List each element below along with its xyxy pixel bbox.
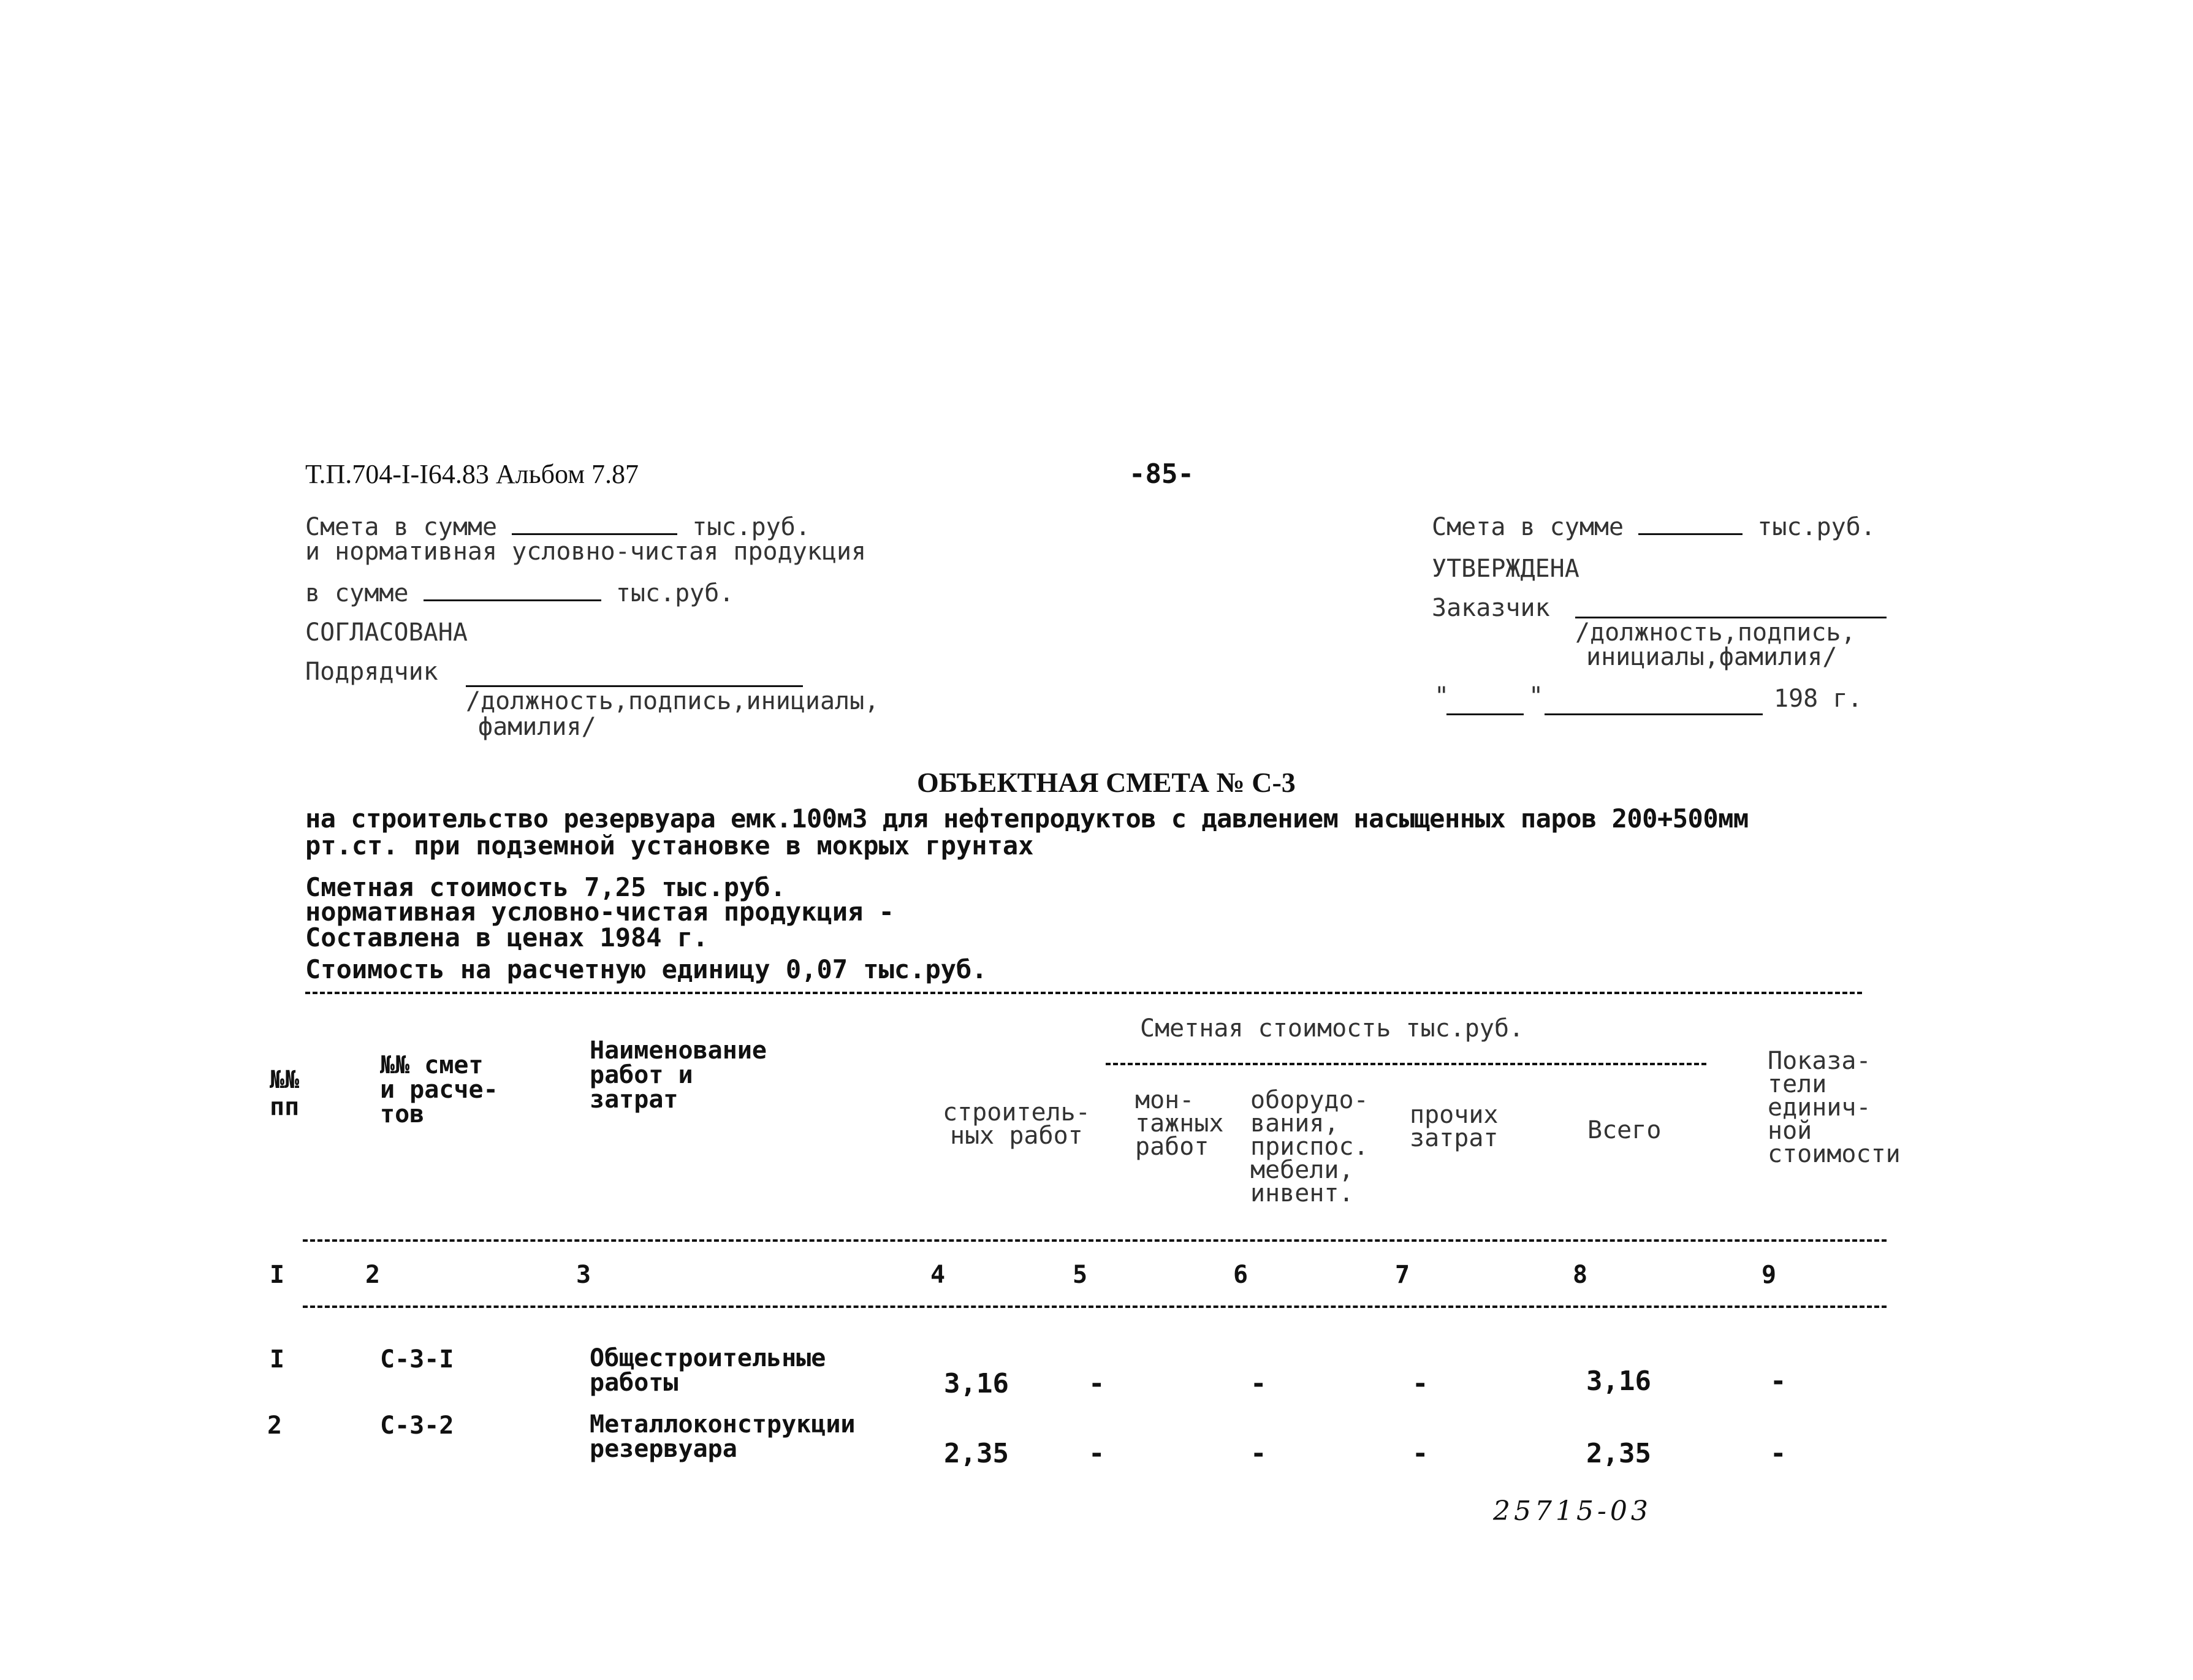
header-row-number-line-1: №№ [270, 1066, 300, 1094]
left-sum2-suffix: тыс.руб. [615, 579, 734, 607]
row-1-total: 3,16 [1586, 1366, 1651, 1397]
header-cost-group: Сметная стоимость тыс.руб. [1140, 1014, 1524, 1043]
numbers-bottom-rule [303, 1306, 1887, 1308]
header-row-number-line-2: пп [270, 1093, 300, 1121]
right-sum-suffix: тыс.руб. [1757, 513, 1876, 541]
row-1-name-line-2: работы [590, 1369, 678, 1397]
right-sum-prefix: Смета в сумме [1432, 513, 1624, 541]
left-sum-prefix: Смета в сумме [305, 513, 498, 541]
summary-normative: нормативная условно-чистая продукция - [305, 897, 894, 927]
row-1-mounting: - [1089, 1368, 1105, 1399]
header-other-costs-line-2: затрат [1410, 1124, 1499, 1152]
left-sum-line [305, 514, 810, 541]
row-1-construction: 3,16 [944, 1368, 1009, 1399]
header-work-name-line-2: работ и [590, 1061, 693, 1089]
header-mounting-works-line-2: тажных [1135, 1109, 1224, 1138]
column-number-3: 3 [576, 1261, 591, 1289]
row-2-number: 2 [267, 1412, 283, 1440]
date-month-line [1545, 713, 1763, 715]
customer-label: Заказчик [1432, 594, 1550, 622]
description-line-1: на строительство резервуара емк.100м3 для нефтепродуктов с давлением насыщенных паров 200+500мм [305, 804, 1749, 834]
page-number: -85- [1129, 458, 1194, 490]
header-estimate-number [380, 1053, 498, 1127]
header-equipment-line-4: мебели, [1250, 1156, 1354, 1184]
row-1-number: I [270, 1345, 285, 1374]
row-2-construction: 2,35 [944, 1438, 1009, 1469]
header-estimate-number-line-1: №№ смет [380, 1051, 484, 1079]
header-unit-indicators-line-3: единич- [1768, 1093, 1871, 1122]
column-number-6: 6 [1233, 1261, 1249, 1289]
header-total: Всего [1587, 1116, 1662, 1144]
header-equipment-line-1: оборудо- [1250, 1086, 1369, 1114]
row-2-name-line-1: Металлоконструкции [590, 1410, 856, 1439]
date-quote-close: " [1529, 682, 1544, 710]
approved-label: УТВЕРЖДЕНА [1432, 555, 1579, 583]
header-unit-indicators-line-1: Показа- [1768, 1047, 1871, 1075]
contractor-sign-hint-1: /должность,подпись,инициалы, [466, 687, 880, 715]
summary-cost: Сметная стоимость 7,25 тыс.руб. [305, 872, 786, 902]
row-1-name [590, 1346, 826, 1395]
customer-sign-hint-2: инициалы,фамилия/ [1586, 643, 1838, 671]
left-sum-blank [512, 533, 677, 535]
column-number-4: 4 [930, 1261, 946, 1289]
left-sum2-blank [424, 599, 601, 601]
header-unit-indicators-line-5: стоимости [1768, 1140, 1901, 1168]
date-year: 198 г. [1774, 685, 1863, 713]
header-mounting-works-line-1: мон- [1135, 1086, 1195, 1114]
table-top-rule [305, 992, 1862, 994]
header-unit-indicators [1768, 1049, 1901, 1166]
header-equipment-line-5: инвент. [1250, 1179, 1354, 1207]
contractor-sign-hint-2: фамилия/ [478, 713, 596, 741]
left-normative-line: и нормативная условно-чистая продукция [305, 538, 867, 566]
column-number-2: 2 [365, 1261, 381, 1289]
row-1-unit-indicator: - [1770, 1366, 1787, 1397]
column-number-9: 9 [1762, 1261, 1777, 1289]
header-estimate-number-line-3: тов [380, 1100, 425, 1128]
header-work-name-line-3: затрат [590, 1085, 678, 1114]
row-2-equipment: - [1250, 1438, 1267, 1469]
header-construction-works-line-1: строитель- [943, 1098, 1090, 1127]
summary-prices: Составлена в ценах 1984 г. [305, 922, 709, 952]
header-construction-works [943, 1098, 1090, 1150]
header-other-costs-line-1: прочих [1410, 1101, 1499, 1129]
row-2-code: С-3-2 [380, 1412, 454, 1440]
right-sum-blank [1638, 533, 1743, 535]
column-number-7: 7 [1395, 1261, 1410, 1289]
date-quote-open: " [1434, 682, 1450, 710]
agreed-label: СОГЛАСОВАНА [305, 618, 468, 647]
row-2-unit-indicator: - [1770, 1438, 1787, 1469]
left-sum-suffix: тыс.руб. [692, 513, 810, 541]
row-2-total: 2,35 [1586, 1438, 1651, 1469]
header-bottom-rule [303, 1239, 1887, 1242]
description-line-2: рт.ст. при подземной установке в мокрых грунтах [305, 830, 1034, 861]
row-2-name-line-2: резервуара [590, 1435, 737, 1463]
document-reference: Т.П.704-I-I64.83 Альбом 7.87 [305, 459, 639, 489]
header-other-costs [1410, 1103, 1499, 1150]
row-1-equipment: - [1250, 1368, 1267, 1399]
row-2-name [590, 1412, 855, 1461]
column-number-8: 8 [1573, 1261, 1588, 1289]
header-row-number [270, 1066, 299, 1120]
header-estimate-number-line-2: и расче- [380, 1076, 498, 1104]
header-unit-indicators-line-4: ной [1768, 1117, 1812, 1145]
estimate-title: ОБЪЕКТНАЯ СМЕТА № С-3 [917, 767, 1296, 798]
row-1-other: - [1412, 1368, 1429, 1399]
contractor-label: Подрядчик [305, 658, 438, 686]
customer-sign-hint-1: /должность,подпись, [1575, 618, 1856, 647]
date-day-line [1446, 713, 1524, 715]
header-mounting-works [1135, 1086, 1224, 1161]
header-work-name-line-1: Наименование [590, 1036, 767, 1065]
column-number-1: I [270, 1261, 285, 1289]
header-equipment-line-2: вания, [1250, 1109, 1339, 1138]
row-1-name-line-1: Общестроительные [590, 1344, 826, 1372]
header-work-name [590, 1038, 767, 1112]
summary-unit-cost: Стоимость на расчетную единицу 0,07 тыс.руб. [305, 954, 987, 984]
left-sum-line-2 [305, 580, 734, 607]
header-group-rule [1106, 1063, 1706, 1065]
row-1-code: С-3-I [380, 1345, 454, 1374]
right-sum-line [1432, 514, 1876, 541]
left-sum2-prefix: в сумме [305, 579, 409, 607]
header-equipment-line-3: приспос. [1250, 1133, 1369, 1161]
header-equipment [1250, 1086, 1369, 1207]
header-mounting-works-line-3: работ [1135, 1133, 1209, 1161]
column-number-5: 5 [1073, 1261, 1088, 1289]
row-2-mounting: - [1089, 1438, 1105, 1469]
handwritten-archive-number: 25715-03 [1493, 1496, 1652, 1527]
header-construction-works-line-2: ных работ [950, 1122, 1083, 1150]
header-unit-indicators-line-2: тели [1768, 1070, 1827, 1098]
row-2-other: - [1412, 1438, 1429, 1469]
